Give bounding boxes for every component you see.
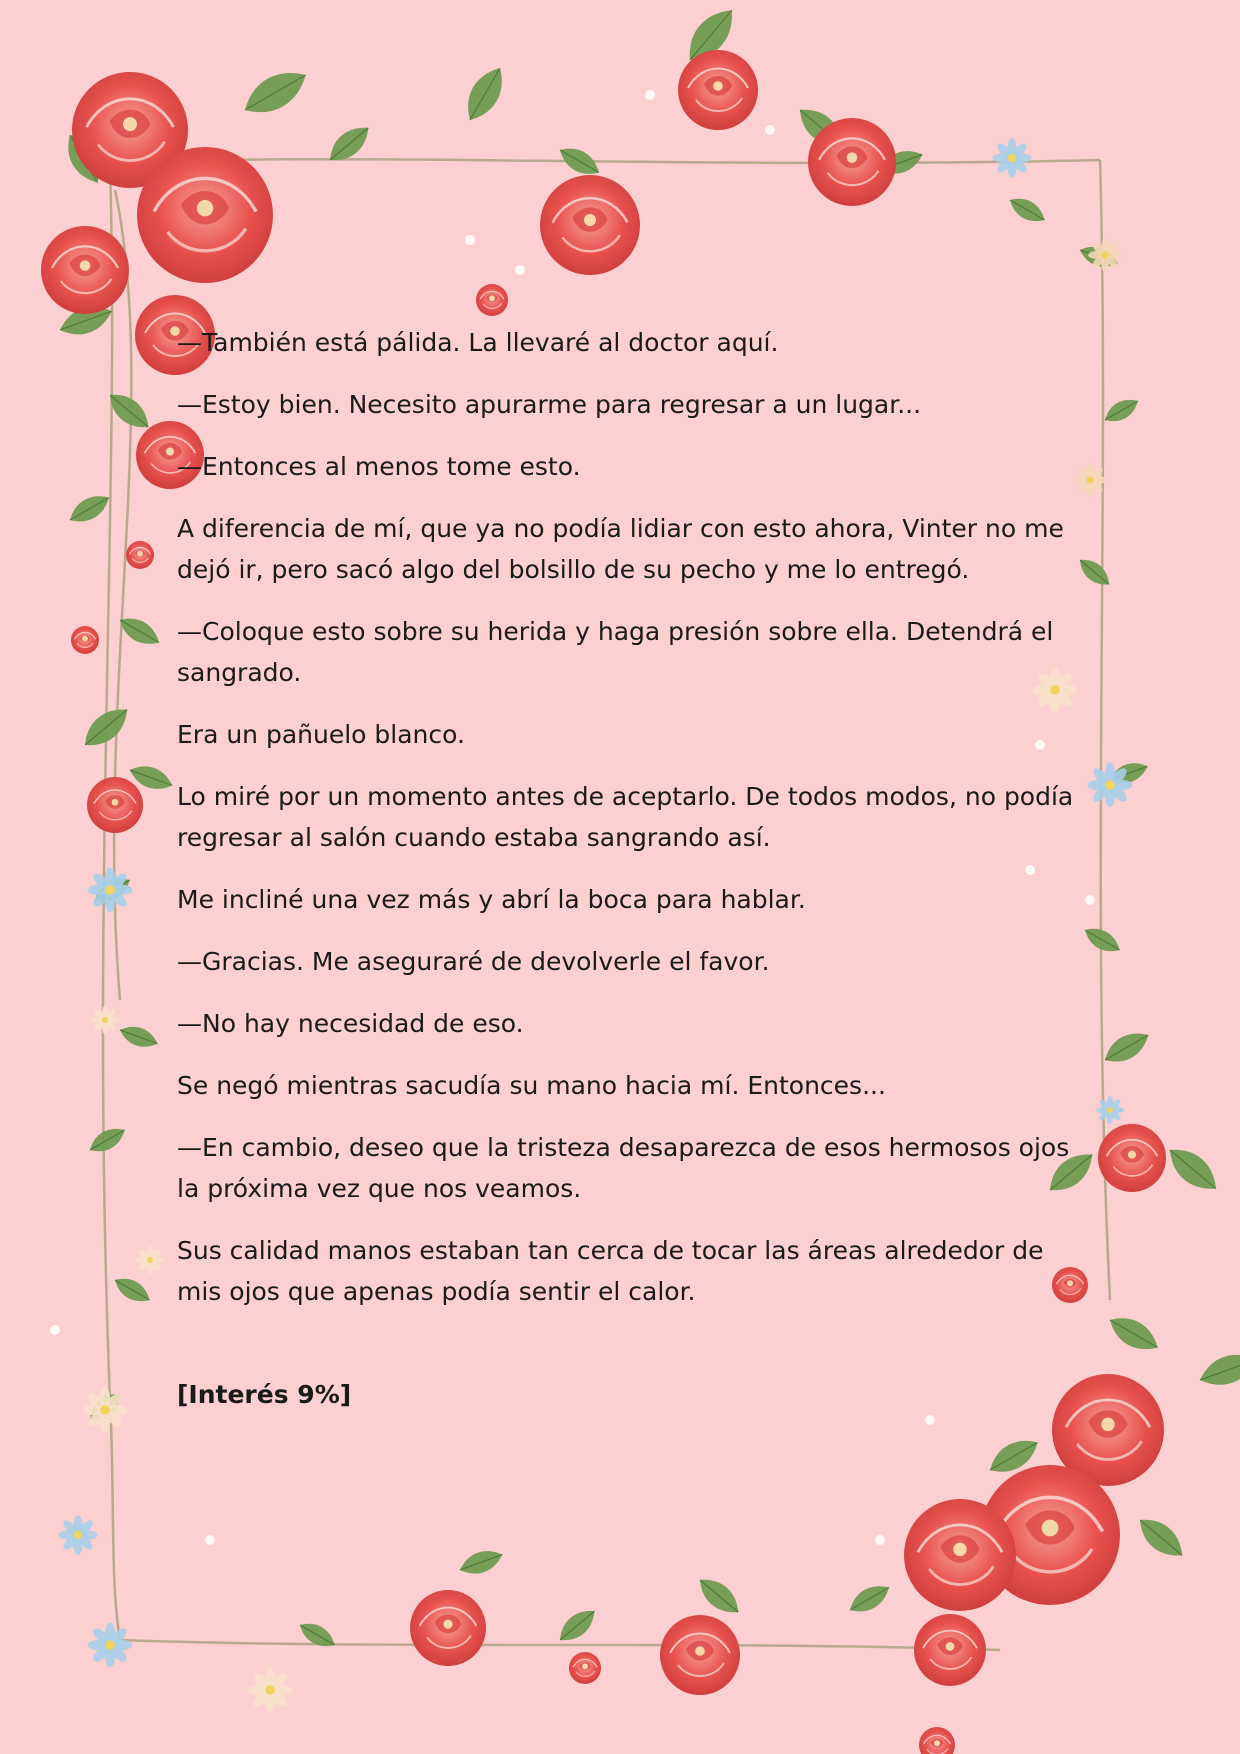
rose-icon	[914, 1614, 986, 1686]
leaf-icon	[1195, 1347, 1240, 1393]
paragraph: —También está pálida. La llevaré al doctor aquí.	[177, 328, 779, 357]
rose-icon	[476, 284, 508, 316]
blossom-icon	[91, 1006, 119, 1034]
blossom-icon	[58, 1515, 97, 1554]
rose-icon	[410, 1590, 486, 1666]
paragraph: Era un pañuelo blanco.	[177, 720, 465, 749]
rose-icon	[87, 777, 143, 833]
leaf-icon	[1132, 1510, 1190, 1564]
rose-icon	[808, 118, 896, 206]
paragraph: —Coloque esto sobre su herida y haga presión sobre ella. Detendrá el sangrado.	[177, 617, 1054, 687]
leaf-icon	[1099, 1025, 1154, 1070]
sparkle-icon	[1085, 895, 1095, 905]
blossom-icon	[88, 868, 133, 913]
blossom-icon	[83, 1388, 128, 1433]
rose-icon	[126, 541, 154, 569]
blossom-icon	[248, 1668, 293, 1713]
rose-icon	[660, 1615, 740, 1695]
blossom-icon	[136, 1246, 164, 1274]
paragraph: Lo miré por un momento antes de aceptarlo. De todos modos, no podía regresar al salón cuando estaba sangrando así.	[177, 782, 1074, 852]
leaf-icon	[85, 1122, 129, 1158]
sparkle-icon	[205, 1535, 215, 1545]
document-body	[177, 322, 1077, 1436]
interest-status: [Interés 9%]	[177, 1380, 352, 1409]
sparkle-icon	[645, 90, 655, 100]
rose-icon	[1098, 1124, 1166, 1192]
rose-icon	[569, 1652, 601, 1684]
leaf-icon	[1101, 394, 1143, 428]
leaf-icon	[458, 61, 512, 127]
paragraph: —Estoy bien. Necesito apurarme para regresar a un lugar...	[177, 390, 922, 419]
sparkle-icon	[765, 125, 775, 135]
leaf-icon	[237, 61, 313, 123]
blossom-icon	[1096, 1096, 1124, 1124]
blossom-icon	[88, 1623, 133, 1668]
leaf-icon	[323, 119, 376, 168]
paragraph: Sus calidad manos estaban tan cerca de tocar las áreas alrededor de mis ojos que apenas podía sentir el calor.	[177, 1236, 1044, 1306]
leaf-icon	[117, 1021, 161, 1052]
sparkle-icon	[50, 1325, 60, 1335]
rose-icon	[71, 626, 99, 654]
rose-icon	[904, 1499, 1016, 1611]
paragraph: —Entonces al menos tome esto.	[177, 452, 581, 481]
leaf-icon	[1005, 192, 1049, 228]
rose-icon	[41, 226, 129, 314]
leaf-icon	[1104, 1309, 1164, 1358]
leaf-icon	[110, 1272, 154, 1308]
sparkle-icon	[465, 235, 475, 245]
paragraph: —No hay necesidad de eso.	[177, 1009, 524, 1038]
paragraph: —Gracias. Me aseguraré de devolverle el favor.	[177, 947, 770, 976]
leaf-icon	[1080, 922, 1124, 958]
rose-icon	[678, 50, 758, 130]
blossom-icon	[1088, 238, 1122, 272]
leaf-icon	[693, 1571, 746, 1620]
blossom-icon	[992, 138, 1031, 177]
leaf-icon	[845, 1579, 894, 1619]
leaf-icon	[295, 1617, 339, 1653]
paragraph: Se negó mientras sacudía su mano hacia mí. Entonces...	[177, 1071, 886, 1100]
blossom-icon	[1088, 763, 1133, 808]
rose-icon	[540, 175, 640, 275]
leaf-icon	[1161, 1140, 1224, 1199]
leaf-icon	[1074, 553, 1114, 591]
leaf-icon	[553, 1603, 601, 1648]
paragraph: —En cambio, deseo que la tristeza desaparezca de esos hermosos ojos la próxima vez que nos veamos.	[177, 1133, 1070, 1203]
leaf-icon	[65, 489, 114, 529]
rose-icon	[919, 1727, 955, 1754]
blossom-icon	[1073, 463, 1107, 497]
leaf-icon	[457, 1545, 506, 1580]
paragraph: Me incliné una vez más y abrí la boca para hablar.	[177, 885, 806, 914]
sparkle-icon	[875, 1535, 885, 1545]
sparkle-icon	[515, 265, 525, 275]
paragraph: A diferencia de mí, que ya no podía lidiar con esto ahora, Vinter no me dejó ir, pero sacó algo del bolsillo de su pecho y me lo entregó.	[177, 514, 1064, 584]
rose-icon	[137, 147, 273, 283]
